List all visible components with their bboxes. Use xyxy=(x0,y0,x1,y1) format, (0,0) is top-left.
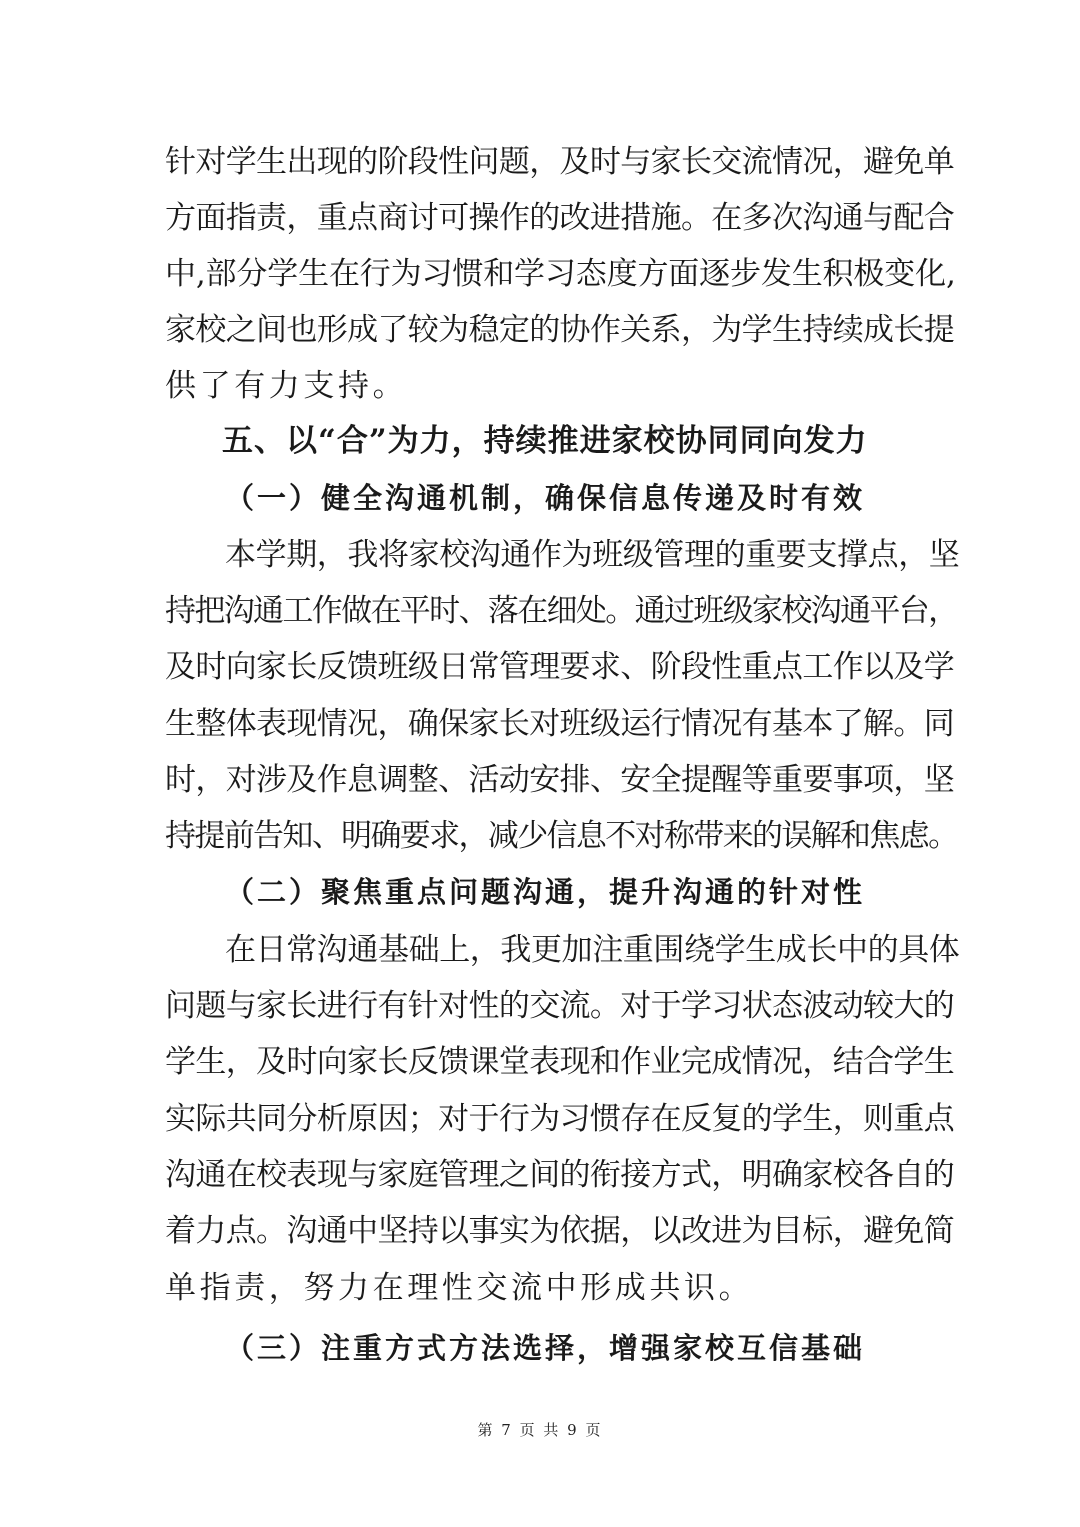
paragraph-line: 针对学生出现的阶段性问题，及时与家长交流情况，避免单 xyxy=(165,144,955,180)
section-heading: 五、以“合”为力，持续推进家校协同同向发力 xyxy=(222,423,868,459)
paragraph-line: 生整体表现情况，确保家长对班级运行情况有基本了解。同 xyxy=(165,706,955,742)
paragraph-line: 在日常沟通基础上，我更加注重围绕学生成长中的具体 xyxy=(225,932,960,968)
paragraph-line: 方面指责，重点商讨可操作的改进措施。在多次沟通与配合 xyxy=(165,200,955,236)
paragraph-line: 中,部分学生在行为习惯和学习态度方面逐步发生积极变化, xyxy=(165,256,956,292)
paragraph-line: 家校之间也形成了较为稳定的协作关系，为学生持续成长提 xyxy=(165,312,955,348)
paragraph-line: 供了有力支持。 xyxy=(165,368,408,404)
paragraph-line: 学生，及时向家长反馈课堂表现和作业完成情况，结合学生 xyxy=(165,1044,955,1080)
paragraph-line: 时，对涉及作息调整、活动安排、安全提醒等重要事项，坚 xyxy=(165,762,955,798)
paragraph-line: 单指责，努力在理性交流中形成共识。 xyxy=(165,1270,754,1306)
subsection-heading: （一）健全沟通机制，确保信息传递及时有效 xyxy=(225,481,866,515)
paragraph-line: 本学期，我将家校沟通作为班级管理的重要支撑点，坚 xyxy=(225,537,960,573)
paragraph-line: 实际共同分析原因；对于行为习惯存在反复的学生，则重点 xyxy=(165,1101,955,1137)
paragraph-line: 问题与家长进行有针对性的交流。对于学习状态波动较大的 xyxy=(165,988,955,1024)
paragraph-line: 着力点。沟通中坚持以事实为依据，以改进为目标，避免简 xyxy=(165,1213,955,1249)
paragraph-line: 及时向家长反馈班级日常管理要求、阶段性重点工作以及学 xyxy=(165,649,955,685)
paragraph-line: 沟通在校表现与家庭管理之间的衔接方式，明确家校各自的 xyxy=(165,1157,955,1193)
paragraph-line: 持把沟通工作做在平时、落在细处。通过班级家校沟通平台， xyxy=(165,593,958,629)
page-number: 第 7 页 共 9 页 xyxy=(477,1421,603,1439)
subsection-heading: （三）注重方式方法选择，增强家校互信基础 xyxy=(225,1331,866,1365)
subsection-heading: （二）聚焦重点问题沟通，提升沟通的针对性 xyxy=(225,875,866,909)
paragraph-line: 持提前告知、明确要求，减少信息不对称带来的误解和焦虑。 xyxy=(165,818,958,854)
